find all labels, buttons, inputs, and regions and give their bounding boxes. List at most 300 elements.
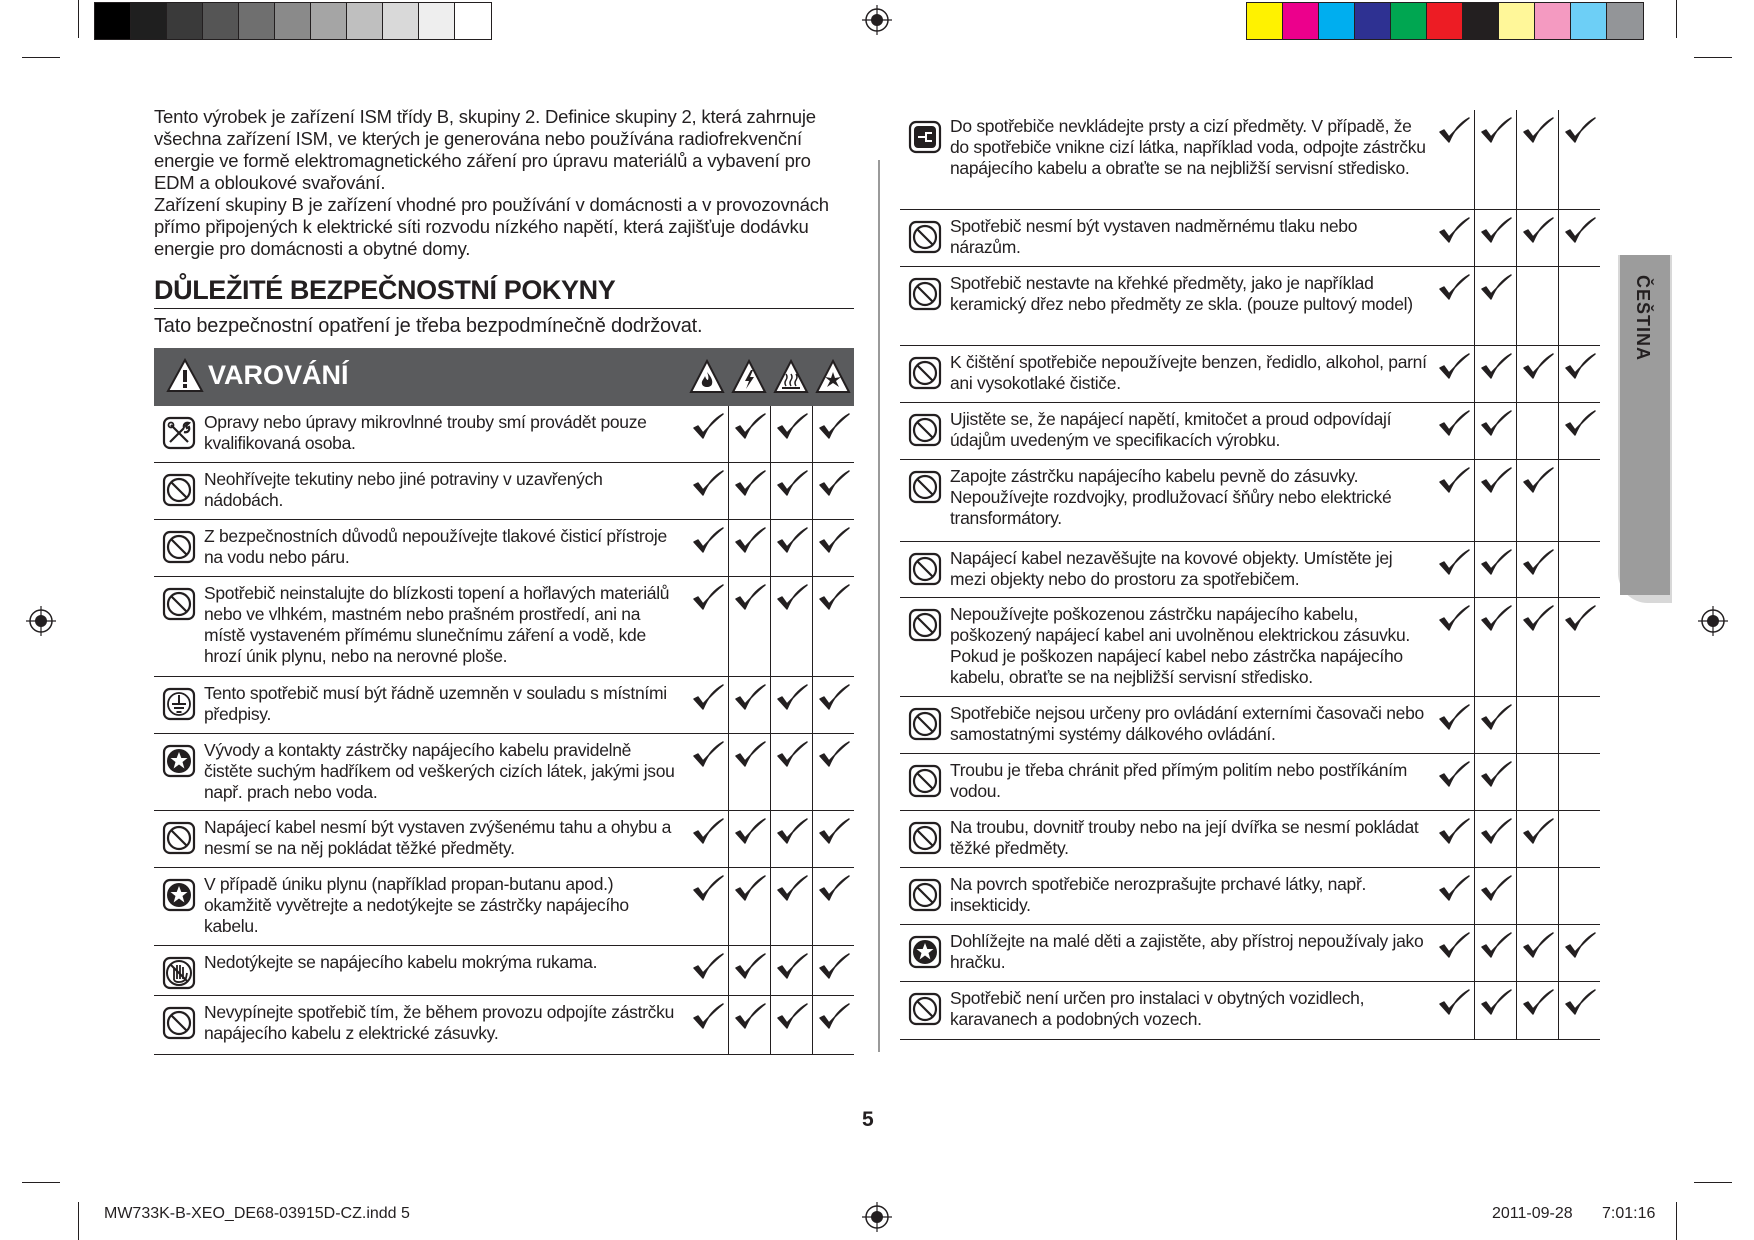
row-icon-cell bbox=[900, 346, 950, 402]
checkmark-icon bbox=[734, 469, 766, 499]
color-swatch bbox=[1391, 3, 1427, 39]
crop-mark bbox=[78, 0, 79, 38]
prohibited-icon bbox=[908, 413, 942, 447]
instruction-text: Neohřívejte tekutiny nebo jiné potraviny v uzavřených nádobách. bbox=[204, 469, 603, 510]
check-cells bbox=[1433, 982, 1600, 1039]
check-cell bbox=[1433, 697, 1474, 753]
checkmark-icon bbox=[1564, 409, 1596, 439]
checkmark-icon bbox=[1438, 116, 1470, 146]
page-number: 5 bbox=[862, 1108, 874, 1131]
warning-triangle-icon bbox=[166, 358, 204, 394]
check-cell bbox=[687, 868, 728, 945]
crop-mark bbox=[22, 57, 60, 58]
checkmark-icon bbox=[1480, 352, 1512, 382]
row-icon-cell bbox=[154, 406, 204, 462]
checkmark-icon bbox=[1480, 216, 1512, 246]
checkmark-icon bbox=[692, 874, 724, 904]
warning-header-bar bbox=[154, 348, 854, 406]
crop-mark bbox=[1694, 57, 1732, 58]
check-cell bbox=[728, 811, 770, 867]
instruction-text: Vývody a kontakty zástrčky napájecího kabelu pravidelně čistěte suchým hadříkem od veškerých cizích látek, jakými jsou např. prach nebo voda. bbox=[204, 740, 675, 802]
intro-text bbox=[154, 106, 854, 260]
checkmark-icon bbox=[692, 412, 724, 442]
check-cell bbox=[1433, 811, 1474, 867]
checkmark-icon bbox=[1480, 817, 1512, 847]
checkmark-icon bbox=[818, 740, 850, 770]
check-cell bbox=[1516, 346, 1558, 402]
check-cell bbox=[1558, 403, 1600, 459]
instruction-row bbox=[154, 463, 854, 520]
mandatory-star-icon bbox=[162, 744, 196, 778]
checkmark-icon bbox=[1480, 760, 1512, 790]
check-cell bbox=[1516, 868, 1558, 924]
check-cell bbox=[1558, 754, 1600, 810]
checkmark-icon bbox=[734, 817, 766, 847]
color-swatch bbox=[167, 3, 203, 39]
color-swatch bbox=[1535, 3, 1571, 39]
check-cell bbox=[1558, 868, 1600, 924]
instruction-row bbox=[900, 110, 1600, 210]
check-cell bbox=[1474, 403, 1516, 459]
fire-hazard-icon bbox=[688, 358, 726, 396]
intro-paragraph: Tento výrobek je zařízení ISM třídy B, skupiny 2. Definice skupiny 2, která zahrnuje všechna zařízení ISM, ve kterých je generována nebo používána radiofrekvenční energie ve formě elektromagnetického záření pro úpravu materiálů a vybavení pro EDM a obloukové svařování. bbox=[154, 106, 816, 193]
instruction-row bbox=[154, 577, 854, 677]
check-cell bbox=[1474, 925, 1516, 981]
checkmark-icon bbox=[776, 817, 808, 847]
prohibited-icon bbox=[908, 552, 942, 586]
instruction-text: Nevypínejte spotřebič tím, že během provozu odpojíte zástrčku napájecího kabelu z elektrické zásuvky. bbox=[204, 1002, 675, 1043]
color-swatch bbox=[275, 3, 311, 39]
check-cell bbox=[770, 520, 812, 576]
checkmark-icon bbox=[1438, 216, 1470, 246]
prohibited-icon bbox=[908, 470, 942, 504]
instruction-text: Ujistěte se, že napájecí napětí, kmitočet a proud odpovídají údajům uvedeným ve specifikacích výrobku. bbox=[950, 409, 1392, 450]
footer-filename: MW733K-B-XEO_DE68-03915D-CZ.indd 5 bbox=[104, 1205, 410, 1222]
instruction-row bbox=[900, 210, 1600, 267]
checkmark-icon bbox=[818, 874, 850, 904]
check-cell bbox=[1558, 460, 1600, 541]
check-cells bbox=[687, 463, 854, 519]
row-icon-cell bbox=[154, 677, 204, 733]
checkmark-icon bbox=[1438, 604, 1470, 634]
instruction-text: Na povrch spotřebiče nerozprašujte prchavé látky, např. insekticidy. bbox=[950, 874, 1367, 915]
instruction-text: Troubu je třeba chránit před přímým politím nebo postříkáním vodou. bbox=[950, 760, 1407, 801]
prohibited-icon bbox=[908, 356, 942, 390]
row-icon-cell bbox=[900, 925, 950, 981]
prohibited-icon bbox=[162, 473, 196, 507]
check-cells bbox=[1433, 267, 1600, 345]
checkmark-icon bbox=[1438, 409, 1470, 439]
row-icon-cell bbox=[900, 542, 950, 597]
check-cells bbox=[687, 406, 854, 462]
instruction-row bbox=[154, 734, 854, 811]
check-cell bbox=[770, 996, 812, 1054]
checkmark-icon bbox=[734, 1002, 766, 1032]
instruction-text: Napájecí kabel nezavěšujte na kovové objekty. Umístěte jej mezi objekty nebo do prostoru za spotřebičem. bbox=[950, 548, 1393, 589]
prohibited-icon bbox=[162, 587, 196, 621]
check-cell bbox=[1433, 754, 1474, 810]
check-cell bbox=[1474, 868, 1516, 924]
column-divider bbox=[877, 110, 881, 114]
color-swatch bbox=[383, 3, 419, 39]
check-cell bbox=[1558, 346, 1600, 402]
prohibited-icon bbox=[908, 220, 942, 254]
check-cells bbox=[687, 811, 854, 867]
check-cell bbox=[812, 734, 854, 810]
checkmark-icon bbox=[1564, 216, 1596, 246]
check-cell bbox=[770, 868, 812, 945]
check-cell bbox=[1516, 110, 1558, 209]
checkmark-icon bbox=[818, 412, 850, 442]
checkmark-icon bbox=[1564, 988, 1596, 1018]
check-cell bbox=[687, 811, 728, 867]
check-cell bbox=[812, 463, 854, 519]
checkmark-icon bbox=[1522, 988, 1554, 1018]
registration-mark-icon bbox=[862, 5, 892, 35]
checkmark-icon bbox=[692, 683, 724, 713]
checkmark-icon bbox=[1564, 604, 1596, 634]
checkmark-icon bbox=[1438, 988, 1470, 1018]
checkmark-icon bbox=[1438, 760, 1470, 790]
check-cell bbox=[1474, 982, 1516, 1039]
row-icon-cell bbox=[900, 267, 950, 345]
prohibited-icon bbox=[908, 608, 942, 642]
language-tab-label: ČEŠTINA bbox=[1633, 275, 1653, 362]
check-cell bbox=[1558, 925, 1600, 981]
checkmark-icon bbox=[1438, 466, 1470, 496]
check-cell bbox=[1558, 542, 1600, 597]
row-icon-cell bbox=[900, 754, 950, 810]
check-cell bbox=[1516, 542, 1558, 597]
check-cell bbox=[812, 946, 854, 995]
row-icon-cell bbox=[154, 996, 204, 1054]
instruction-row bbox=[900, 925, 1600, 982]
instruction-row bbox=[900, 346, 1600, 403]
instruction-text: Tento spotřebič musí být řádně uzemněn v souladu s místními předpisy. bbox=[204, 683, 667, 724]
color-swatch bbox=[1283, 3, 1319, 39]
check-cell bbox=[1474, 754, 1516, 810]
instruction-text: Spotřebič neinstalujte do blízkosti topení a hořlavých materiálů nebo ve vlhkém, mastném nebo prašném prostředí, ani na místě vystaveném přímému slunečnímu záření a vodě, kde hrozí únik plynu, nebo na nerovné ploše. bbox=[204, 583, 670, 666]
row-icon-cell bbox=[154, 811, 204, 867]
check-cell bbox=[728, 577, 770, 676]
check-cell bbox=[1433, 868, 1474, 924]
checkmark-icon bbox=[1438, 703, 1470, 733]
instruction-row bbox=[900, 460, 1600, 542]
check-cells bbox=[687, 734, 854, 810]
checkmark-icon bbox=[776, 583, 808, 613]
instruction-text: Nedotýkejte se napájecího kabelu mokrýma rukama. bbox=[204, 952, 598, 972]
section-subheading: Tato bezpečnostní opatření je třeba bezpodmínečně dodržovat. bbox=[154, 315, 703, 337]
color-swatch bbox=[1463, 3, 1499, 39]
checkmark-icon bbox=[1480, 466, 1512, 496]
check-cell bbox=[1516, 267, 1558, 345]
check-cell bbox=[812, 677, 854, 733]
warning-title: VAROVÁNÍ bbox=[208, 360, 349, 390]
check-cells bbox=[1433, 110, 1600, 209]
prohibited-icon bbox=[908, 764, 942, 798]
check-cell bbox=[687, 677, 728, 733]
checkmark-icon bbox=[1564, 352, 1596, 382]
intro-paragraph: Zařízení skupiny B je zařízení vhodné pro používání v domácnosti a v provozovnách přímo připojených k elektrické síti rozvodu nízkého napětí, která zajišťuje dodávku energie pro domácnosti a obytné domy. bbox=[154, 194, 829, 259]
check-cells bbox=[1433, 754, 1600, 810]
checkmark-icon bbox=[1522, 548, 1554, 578]
check-cells bbox=[687, 577, 854, 676]
check-cell bbox=[1474, 346, 1516, 402]
row-icon-cell bbox=[154, 577, 204, 676]
color-swatch bbox=[1607, 3, 1643, 39]
color-swatch bbox=[1319, 3, 1355, 39]
check-cell bbox=[770, 811, 812, 867]
check-cell bbox=[687, 463, 728, 519]
row-icon-cell bbox=[154, 734, 204, 810]
prohibited-icon bbox=[908, 707, 942, 741]
check-cell bbox=[1558, 210, 1600, 266]
check-cell bbox=[770, 577, 812, 676]
check-cell bbox=[728, 734, 770, 810]
check-cell bbox=[1433, 460, 1474, 541]
instruction-text: Opravy nebo úpravy mikrovlnné trouby smí provádět pouze kvalifikovaná osoba. bbox=[204, 412, 647, 453]
check-cell bbox=[1433, 267, 1474, 345]
checkmark-icon bbox=[1438, 548, 1470, 578]
check-cells bbox=[1433, 811, 1600, 867]
instruction-text: K čištění spotřebiče nepoužívejte benzen, ředidlo, alkohol, parní ani vysokotlaké čističe. bbox=[950, 352, 1427, 393]
row-icon-cell bbox=[154, 868, 204, 945]
checkmark-icon bbox=[1438, 273, 1470, 303]
checkmark-icon bbox=[692, 583, 724, 613]
check-cell bbox=[728, 946, 770, 995]
instruction-row bbox=[900, 697, 1600, 754]
check-cells bbox=[1433, 598, 1600, 696]
check-cells bbox=[1433, 460, 1600, 541]
check-cell bbox=[1516, 982, 1558, 1039]
checkmark-icon bbox=[1480, 703, 1512, 733]
checkmark-icon bbox=[734, 874, 766, 904]
check-cell bbox=[687, 577, 728, 676]
instruction-row bbox=[900, 754, 1600, 811]
instruction-text: Zapojte zástrčku napájecího kabelu pevně do zásuvky. Nepoužívejte rozdvojky, prodlužovací šňůry nebo elektrické transformátory. bbox=[950, 466, 1392, 528]
color-swatch bbox=[131, 3, 167, 39]
language-tab bbox=[1620, 255, 1670, 595]
checkmark-icon bbox=[1480, 409, 1512, 439]
checkmark-icon bbox=[1438, 352, 1470, 382]
checkmark-icon bbox=[1522, 817, 1554, 847]
check-cells bbox=[1433, 346, 1600, 402]
row-icon-cell bbox=[900, 110, 950, 209]
check-cell bbox=[687, 406, 728, 462]
check-cell bbox=[1516, 811, 1558, 867]
check-cell bbox=[1516, 925, 1558, 981]
checkmark-icon bbox=[692, 817, 724, 847]
instruction-text: Spotřebiče nejsou určeny pro ovládání externími časovači nebo samostatnými systémy dálkového ovládání. bbox=[950, 703, 1424, 744]
mandatory-star-icon bbox=[908, 935, 942, 969]
color-calibration-strip bbox=[1246, 2, 1644, 40]
check-cell bbox=[1474, 210, 1516, 266]
column-divider bbox=[878, 160, 880, 1052]
row-icon-cell bbox=[900, 868, 950, 924]
row-icon-cell bbox=[154, 946, 204, 995]
check-cell bbox=[770, 677, 812, 733]
instruction-text: Nepoužívejte poškozenou zástrčku napájecího kabelu, poškozený napájecí kabel ani uvolněnou elektrickou zásuvku. Pokud je poškozen napájecí kabel nebo zástrčka napájecího kabelu, obraťte se na nejbližší servisní středisko. bbox=[950, 604, 1410, 687]
color-swatch bbox=[419, 3, 455, 39]
row-icon-cell bbox=[900, 811, 950, 867]
check-cell bbox=[1474, 697, 1516, 753]
checkmark-icon bbox=[818, 526, 850, 556]
instruction-text: Spotřebič nestavte na křehké předměty, jako je například keramický dřez nebo předměty ze skla. (pouze pultový model) bbox=[950, 273, 1413, 314]
checkmark-icon bbox=[776, 952, 808, 982]
check-cells bbox=[687, 996, 854, 1054]
registration-mark-icon bbox=[26, 606, 56, 636]
explosion-hazard-icon bbox=[814, 358, 852, 396]
check-cell bbox=[812, 520, 854, 576]
checkmark-icon bbox=[734, 740, 766, 770]
footer-time: 7:01:16 bbox=[1602, 1205, 1656, 1222]
color-swatch bbox=[455, 3, 491, 39]
checkmark-icon bbox=[734, 526, 766, 556]
unplug-icon bbox=[908, 120, 942, 154]
check-cell bbox=[1558, 110, 1600, 209]
checkmark-icon bbox=[1522, 352, 1554, 382]
checkmark-icon bbox=[818, 952, 850, 982]
check-cell bbox=[812, 811, 854, 867]
row-icon-cell bbox=[900, 460, 950, 541]
footer-date: 2011-09-28 bbox=[1492, 1205, 1573, 1222]
color-swatch bbox=[95, 3, 131, 39]
check-cell bbox=[1433, 598, 1474, 696]
check-cell bbox=[687, 946, 728, 995]
instruction-row bbox=[900, 982, 1600, 1040]
instruction-row bbox=[154, 520, 854, 577]
checkmark-icon bbox=[1564, 931, 1596, 961]
registration-mark-icon bbox=[1698, 606, 1728, 636]
checkmark-icon bbox=[818, 683, 850, 713]
instruction-text: Napájecí kabel nesmí být vystaven zvýšenému tahu a ohybu a nesmí se na něj pokládat těžké předměty. bbox=[204, 817, 672, 858]
check-cell bbox=[1474, 110, 1516, 209]
checkmark-icon bbox=[1522, 931, 1554, 961]
instruction-text: Do spotřebiče nevkládejte prsty a cizí předměty. V případě, že do spotřebiče vnikne cizí látka, například voda, odpojte zástrčku napájecího kabelu a obraťte se na nejbližší servisní středisko. bbox=[950, 116, 1426, 178]
electric-shock-icon bbox=[730, 358, 768, 396]
checkmark-icon bbox=[776, 1002, 808, 1032]
row-icon-cell bbox=[900, 403, 950, 459]
row-icon-cell bbox=[900, 598, 950, 696]
repair-tools-icon bbox=[162, 416, 196, 450]
check-cells bbox=[1433, 210, 1600, 266]
check-cell bbox=[728, 520, 770, 576]
checkmark-icon bbox=[1480, 273, 1512, 303]
checkmark-icon bbox=[1522, 466, 1554, 496]
check-cell bbox=[1433, 346, 1474, 402]
check-cell bbox=[728, 463, 770, 519]
checkmark-icon bbox=[692, 469, 724, 499]
checkmark-icon bbox=[1480, 604, 1512, 634]
prohibited-icon bbox=[162, 821, 196, 855]
section-heading: DŮLEŽITÉ BEZPEČNOSTNÍ POKYNY bbox=[154, 275, 854, 309]
row-icon-cell bbox=[900, 982, 950, 1039]
check-cell bbox=[687, 734, 728, 810]
check-cell bbox=[1433, 403, 1474, 459]
checkmark-icon bbox=[1480, 548, 1512, 578]
instruction-row bbox=[154, 868, 854, 946]
color-swatch bbox=[347, 3, 383, 39]
instruction-row bbox=[154, 811, 854, 868]
check-cell bbox=[728, 868, 770, 945]
check-cell bbox=[1433, 210, 1474, 266]
checkmark-icon bbox=[692, 740, 724, 770]
check-cell bbox=[1516, 210, 1558, 266]
checkmark-icon bbox=[734, 583, 766, 613]
checkmark-icon bbox=[1480, 988, 1512, 1018]
check-cell bbox=[687, 520, 728, 576]
check-cell bbox=[1516, 598, 1558, 696]
instruction-text: Spotřebič nesmí být vystaven nadměrnému tlaku nebo nárazům. bbox=[950, 216, 1358, 257]
checkmark-icon bbox=[818, 583, 850, 613]
grayscale-calibration-strip bbox=[94, 2, 492, 40]
ground-icon bbox=[162, 687, 196, 721]
check-cell bbox=[1516, 403, 1558, 459]
prohibited-icon bbox=[908, 992, 942, 1026]
check-cell bbox=[1474, 460, 1516, 541]
checkmark-icon bbox=[776, 740, 808, 770]
checkmark-icon bbox=[1438, 874, 1470, 904]
check-cell bbox=[1474, 542, 1516, 597]
color-swatch bbox=[1355, 3, 1391, 39]
prohibited-icon bbox=[908, 878, 942, 912]
checkmark-icon bbox=[776, 469, 808, 499]
heat-hazard-icon bbox=[772, 358, 810, 396]
check-cell bbox=[1558, 598, 1600, 696]
color-swatch bbox=[1247, 3, 1283, 39]
crop-mark bbox=[22, 1182, 60, 1183]
checkmark-icon bbox=[692, 526, 724, 556]
crop-mark bbox=[1676, 1202, 1677, 1240]
color-swatch bbox=[203, 3, 239, 39]
instruction-text: V případě úniku plynu (například propan-butanu apod.) okamžitě vyvětrejte a nedotýkejte se zástrčky napájecího kabelu. bbox=[204, 874, 629, 936]
checkmark-icon bbox=[734, 683, 766, 713]
check-cells bbox=[1433, 868, 1600, 924]
checkmark-icon bbox=[776, 683, 808, 713]
check-cell bbox=[1474, 267, 1516, 345]
instruction-row bbox=[154, 996, 854, 1055]
check-cell bbox=[1516, 754, 1558, 810]
color-swatch bbox=[1571, 3, 1607, 39]
check-cells bbox=[1433, 925, 1600, 981]
check-cell bbox=[812, 868, 854, 945]
checkmark-icon bbox=[734, 952, 766, 982]
check-cells bbox=[687, 946, 854, 995]
row-icon-cell bbox=[154, 463, 204, 519]
check-cells bbox=[687, 520, 854, 576]
check-cell bbox=[1558, 811, 1600, 867]
prohibited-icon bbox=[162, 530, 196, 564]
instruction-row bbox=[900, 811, 1600, 868]
instruction-row bbox=[154, 406, 854, 463]
checkmark-icon bbox=[776, 874, 808, 904]
no-wet-hands-icon bbox=[162, 956, 196, 990]
check-cells bbox=[687, 868, 854, 945]
check-cell bbox=[728, 996, 770, 1054]
instruction-row bbox=[900, 598, 1600, 697]
checkmark-icon bbox=[818, 469, 850, 499]
instruction-row bbox=[900, 542, 1600, 598]
check-cell bbox=[812, 577, 854, 676]
check-cell bbox=[1474, 811, 1516, 867]
check-cell bbox=[770, 463, 812, 519]
registration-mark-icon bbox=[862, 1202, 892, 1232]
check-cell bbox=[1516, 460, 1558, 541]
checkmark-icon bbox=[1438, 817, 1470, 847]
checkmark-icon bbox=[818, 1002, 850, 1032]
check-cell bbox=[1433, 542, 1474, 597]
check-cells bbox=[1433, 697, 1600, 753]
